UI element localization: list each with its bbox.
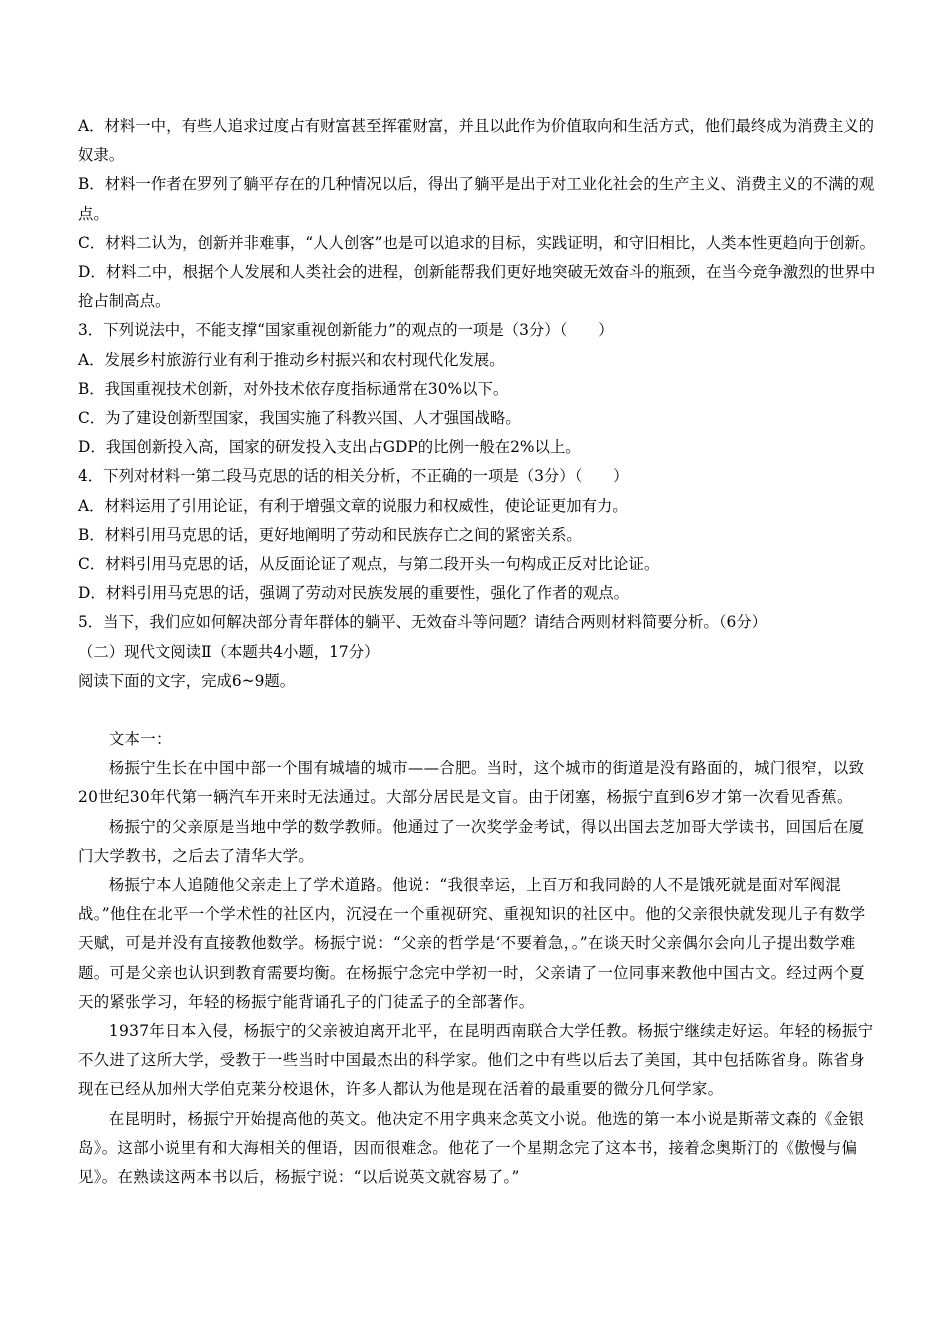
reading-passage [78, 725, 878, 1192]
q3-option-b: B．我国重视技术创新，对外技术依存度指标通常在30%以下。 [78, 379, 509, 398]
reading-instruction: 阅读下面的文字，完成6~9题。 [78, 671, 296, 690]
q2-option-c: C．材料二认为，创新并非难事，“人人创客”也是可以追求的目标，实践证明，和守旧相比，人类本性更趋向于创新。 [78, 233, 876, 252]
q3-option-c: C．为了建设创新型国家，我国实施了科教兴国、人才强国战略。 [78, 409, 521, 428]
q4-option-b: B．材料引用马克思的话，更好地阐明了劳动和民族存亡之间的紧密关系。 [78, 525, 582, 544]
paragraph: 杨振宁的父亲原是当地中学的数学教师。他通过了一次奖学金考试，得以出国去芝加哥大学读书，回国后在厦门大学教书，之后去了清华大学。 [78, 817, 865, 865]
questions-block [78, 112, 878, 696]
q3-stem: 3．下列说法中，不能支撑“国家重视创新能力”的观点的一项是（3分）（ ） [78, 321, 614, 340]
q2-option-b: B．材料一作者在罗列了躺平存在的几种情况以后，得出了躺平是出于对工业化社会的生产主义、消费主义的不满的观点。 [78, 175, 875, 223]
q4-stem: 4．下列对材料一第二段马克思的话的相关分析，不正确的一项是（3分）（ ） [78, 467, 629, 486]
q4-option-d: D．材料引用马克思的话，强调了劳动对民族发展的重要性，强化了作者的观点。 [78, 584, 630, 603]
q4-option-a: A．材料运用了引用论证，有利于增强文章的说服力和权威性，使论证更加有力。 [78, 496, 628, 515]
q5-stem: 5．当下，我们应如何解决部分青年群体的躺平、无效奋斗等问题？请结合两则材料简要分析。（6分） [78, 613, 768, 632]
q3-option-d: D．我国创新投入高，国家的研发投入支出占GDP的比例一般在2%以上。 [78, 438, 581, 457]
paragraph: 杨振宁本人追随他父亲走上了学术道路。他说：“我很幸运，上百万和我同龄的人不是饿死就是面对军阀混战。”他住在北平一个学术性的社区内，沉浸在一个重视研究、重视知识的社区中。他的父亲很快就发现儿子有数学天赋，可是并没有直接教他数学。杨振宁说：“父亲的哲学是‘不要着急，。”在谈天时父亲偶尔会向儿子提出数学难题。可是父亲也认识到教育需要均衡。在杨振宁念完中学初一时，父亲请了一位同事来教他中国古文。经过两个夏天的紧张学习，年轻的杨振宁能背诵孔子的门徒孟子的全部著作。 [78, 876, 866, 1011]
text-label: 文本一： [108, 730, 172, 748]
q2-option-d: D．材料二中，根据个人发展和人类社会的进程，创新能帮我们更好地突破无效奋斗的瓶颈，在当今竞争激烈的世界中抢占制高点。 [78, 263, 876, 311]
section-heading: （二）现代文阅读Ⅱ（本题共4小题，17分） [78, 642, 380, 661]
q2-option-a: A．材料一中，有些人追求过度占有财富甚至挥霍财富，并且以此作为价值取向和生活方式，他们最终成为消费主义的奴隶。 [78, 117, 875, 165]
q3-option-a: A．发展乡村旅游行业有利于推动乡村振兴和农村现代化发展。 [78, 350, 505, 369]
paragraph: 1937年日本入侵，杨振宁的父亲被迫离开北平，在昆明西南联合大学任教。杨振宁继续走好运。年轻的杨振宁不久进了这所大学，受教于一些当时中国最杰出的科学家。他们之中有些以后去了美国，其中包括陈省身。陈省身现在已经从加州大学伯克莱分校退休，许多人都认为他是现在活着的最重要的微分几何学家。 [78, 1022, 874, 1099]
paragraph: 杨振宁生长在中国中部一个围有城墙的城市——合肥。当时，这个城市的街道是没有路面的，城门很窄，以致20世纪30年代第一辆汽车开来时无法通过。大部分居民是文盲。由于闭塞，杨振宁直到6岁才第一次看见香蕉。 [78, 759, 865, 807]
q4-option-c: C．材料引用马克思的话，从反面论证了观点，与第二段开头一句构成正反对比论证。 [78, 555, 660, 574]
paragraph: 在昆明时，杨振宁开始提高他的英文。他决定不用字典来念英文小说。他选的第一本小说是斯蒂文森的《金银岛》。这部小说里有和大海相关的俚语，因而很难念。他花了一个星期念完了这本书，接着念奥斯汀的《傲慢与偏见》。在熟读这两本书以后，杨振宁说：“以后说英文就容易了。” [78, 1109, 865, 1187]
